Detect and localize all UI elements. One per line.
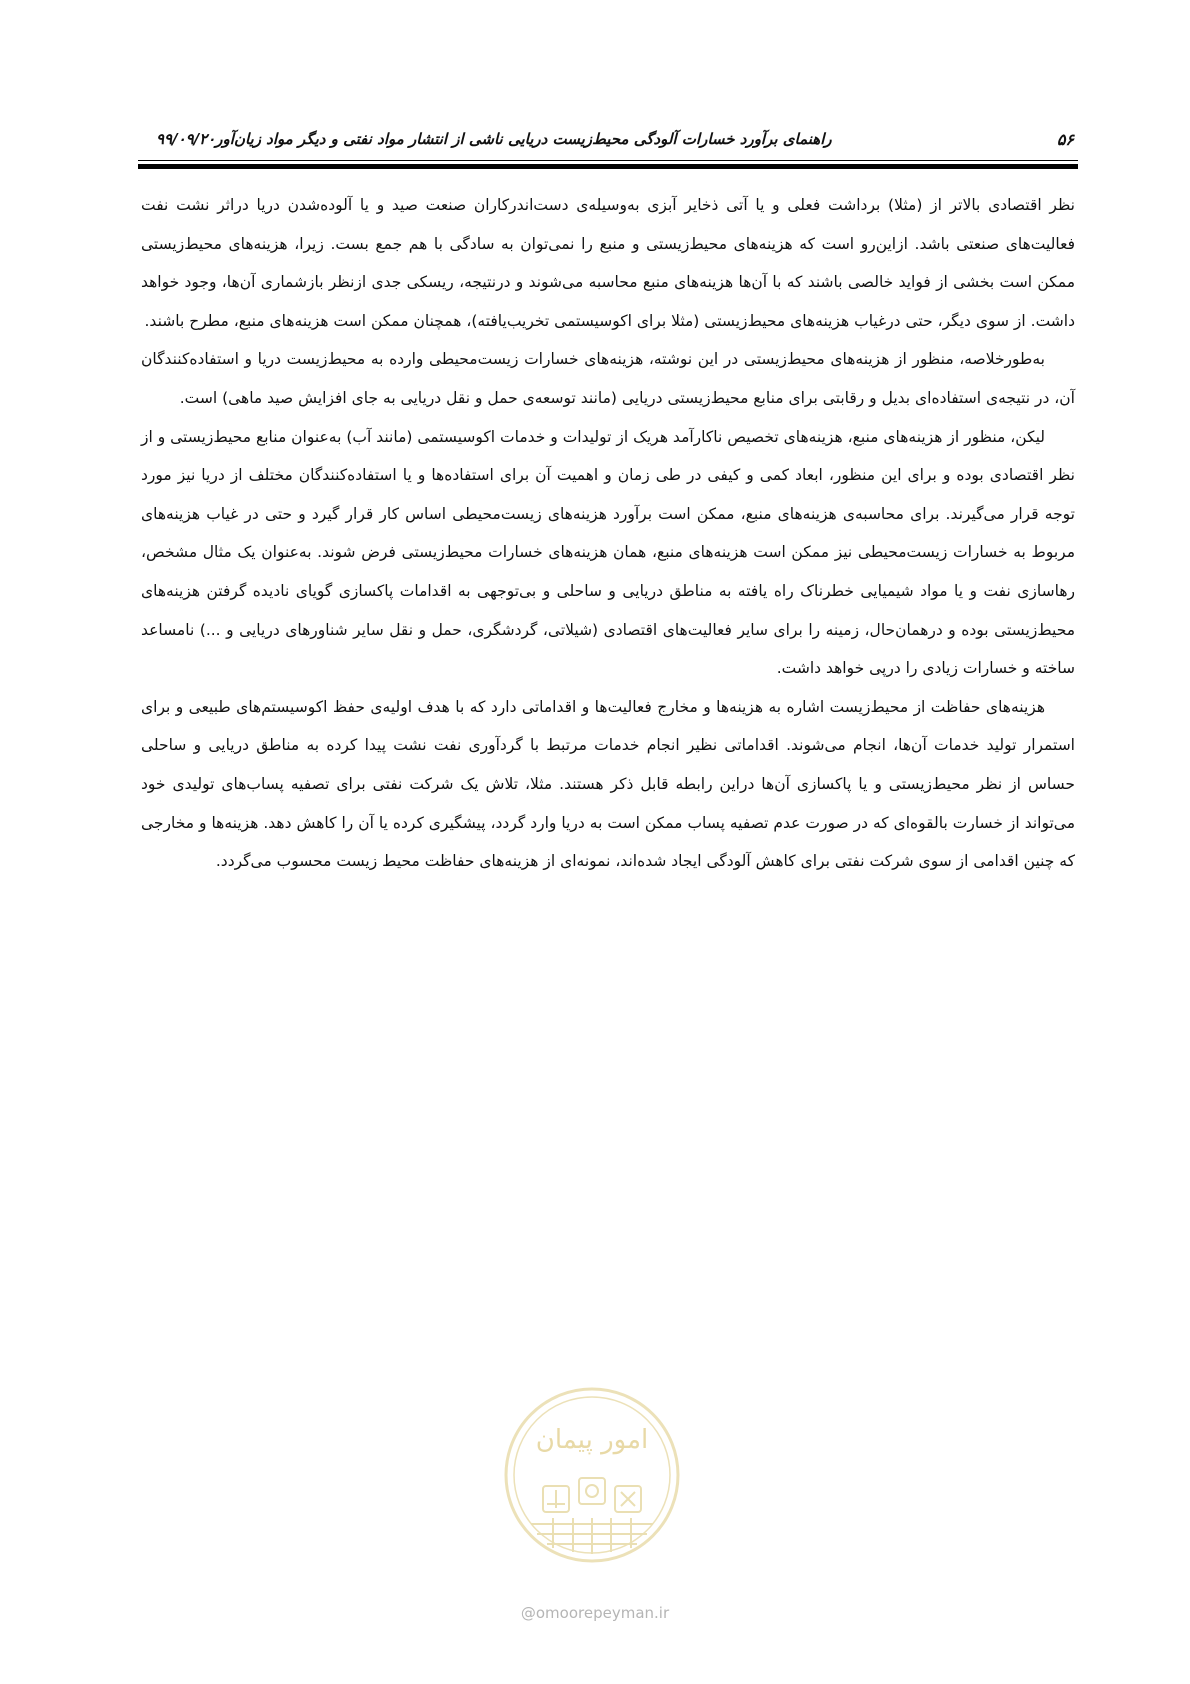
running-title-text: راهنمای برآورد خسارات آلودگی محیط‌زیست دریایی ناشی از انتشار مواد نفتی و دیگر مواد زیان‌آور [215,130,832,148]
running-title [142,130,832,148]
body-text [141,186,1075,881]
paragraph-4: هزینه‌های حفاظت از محیط‌زیست اشاره به هزینه‌ها و مخارج فعالیت‌ها و اقداماتی دارد که با هدف اولیه‌ی حفظ اکوسیستم‌های طبیعی و برای استمرار تولید خدمات آن‌ها، انجام می‌شوند. اقداماتی نظیر انجام خدمات مرتبط با گردآوری نفت نشت پیدا کرده به مناطق دریایی و ساحلی حساس از نظر محیط‌زیستی و یا پاکسازی آن‌ها دراین رابطه قابل ذکر هستند. مثلا، تلاش یک شرکت نفتی برای تصفیه پساب‌های تولیدی خود می‌تواند از خسارت بالقوه‌ای که در صورت عدم تصفیه پساب ممکن است به دریا وارد گردد، پیشگیری کرده یا آن را کاهش دهد. هزینه‌ها و مخارجی که چنین اقدامی از سوی شرکت نفتی برای کاهش آلودگی ایجاد شده‌اند، نمونه‌ای از هزینه‌های حفاظت محیط زیست محسوب می‌گردد. [141,697,1075,871]
seal-logo-icon [503,1386,681,1564]
watermark-url: @omoorepeyman.ir [520,1604,670,1622]
page-number: ۵۶ [1056,130,1074,149]
paragraph-3: لیکن، منظور از هزینه‌های منبع، هزینه‌های تخصیص ناکارآمد هریک از تولیدات و خدمات اکوسیستمی (مانند آب) به‌عنوان منابع محیط‌زیستی و از نظر اقتصادی بوده و برای این منظور، ابعاد کمی و کیفی در طی زمان و اهمیت آن برای استفاده‌ها و یا استفاده‌کنندگان مختلف از دریا نیز مورد توجه قرار می‌گیرند. برای محاسبه‌ی هزینه‌های منبع، ممکن است برآورد هزینه‌های زیست‌محیطی اساس کار قرار گیرد و حتی در غیاب هزینه‌های مربوط به خسارات زیست‌محیطی نیز ممکن است هزینه‌های منبع، همان هزینه‌های خسارات محیط‌زیستی فرض شوند. به‌عنوان یک مثال مشخص، رهاسازی نفت و یا مواد شیمیایی خطرناک راه یافته به مناطق دریایی و ساحلی و بی‌توجهی به اقدامات پاکسازی گویای نادیده گرفتن هزینه‌های محیط‌زیستی بوده و درهمان‌حال، زمینه را برای سایر فعالیت‌های اقتصادی (شیلاتی، گردشگری، حمل و نقل سایر شناورهای دریایی و ...) نامساعد ساخته و خسارات زیادی را درپی خواهد داشت. [141,427,1075,678]
paragraph-2: به‌طورخلاصه، منظور از هزینه‌های محیط‌زیستی در این نوشته، هزینه‌های خسارات زیست‌محیطی وارده به محیط‌زیست دریا و استفاده‌کنندگان آن، در نتیجه‌ی استفاده‌ای بدیل و رقابتی برای منابع محیط‌زیستی دریایی (مانند توسعه‌ی حمل و نقل دریایی به جای افزایش صید ماهی) است. [141,350,1075,407]
watermark-logo [503,1386,681,1564]
paragraph-1: نظر اقتصادی بالاتر از (مثلا) برداشت فعلی و یا آتی ذخایر آبزی به‌وسیله‌ی دست‌اندرکاران صنعت صید و یا آلوده‌شدن دریا دراثر نشت نفت فعالیت‌های صنعتی باشد. ازاین‌رو است که هزینه‌های محیط‌زیستی و منبع را نمی‌توان به سادگی با هم جمع بست. زیرا، هزینه‌های محیط‌زیستی ممکن است بخشی از فواید خالصی باشند که با آن‌ها هزینه‌های منبع محاسبه می‌شوند و درنتیجه، ریسکی جدی ازنظر بازشماری آن‌ها، وجود خواهد داشت. از سوی دیگر، حتی درغیاب هزینه‌های محیط‌زیستی (مثلا برای اکوسیستمی تخریب‌یافته)، همچنان ممکن است هزینه‌های منبع، مطرح باشند. [141,196,1075,330]
header-date: ۹۹/۰۹/۲۰ [156,130,216,148]
logo-text: امور پیمان [535,1425,649,1455]
page-header [138,126,1078,156]
header-rule-thick [138,164,1078,169]
header-rule-thin [138,160,1078,161]
